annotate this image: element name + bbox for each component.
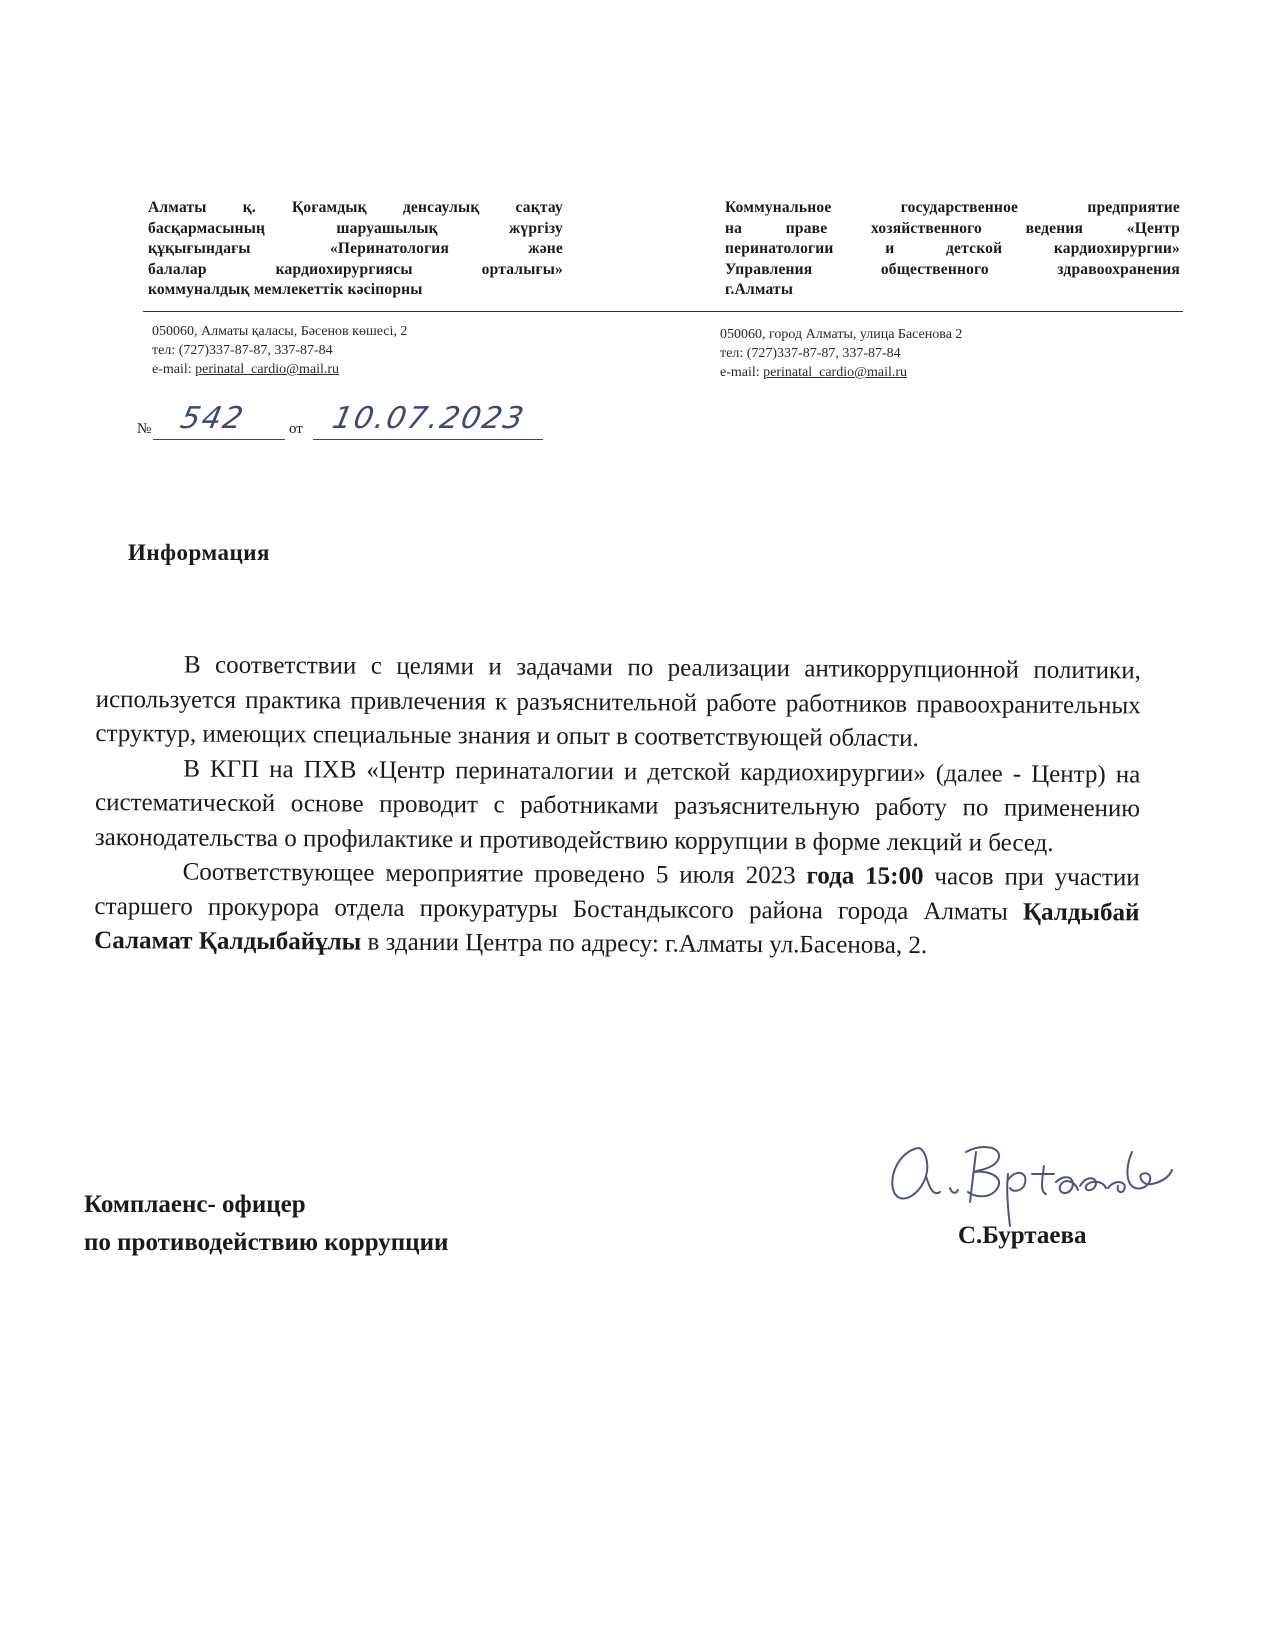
body-paragraph-3 — [94, 855, 1140, 965]
handwritten-date: 10.07.2023 — [329, 401, 529, 436]
letterhead-kazakh-line-4: балалар кардиохирургиясы орталығы» — [148, 260, 563, 278]
body-paragraph-1: В соответствии с целями и задачами по реализации антикоррупционной политики, используется практика привлечения к разъяснительной работе работников правоохранительных структур, имеющих специальные знания и опыт в соответствующей области. — [95, 651, 1141, 753]
letterhead-kazakh-line-5: коммуналдық мемлекеттік кәсіпорны — [148, 281, 423, 298]
letterhead-russian-line-4: Управления общественного здравоохранения — [725, 260, 1180, 278]
letterhead-divider — [143, 311, 1183, 312]
p3-part-3: в здании Центра по адресу: г.Алматы ул.Басенова, 2. — [361, 928, 928, 960]
document-title: Информация — [128, 540, 270, 565]
letterhead-russian-line-2: на праве хозяйственного ведения «Центр — [725, 219, 1180, 237]
date-underline — [313, 439, 543, 440]
letterhead-russian-line-1: Коммунальное государственное предприятие — [725, 199, 1180, 216]
address-russian — [720, 325, 962, 382]
address-russian-phone: тел: (727)337-87-87, 337-87-84 — [720, 346, 901, 361]
date-label: от — [289, 421, 303, 437]
email-link-kazakh[interactable]: perinatal_cardio@mail.ru — [195, 362, 340, 377]
email-label: e-mail: — [720, 365, 764, 380]
letterhead-kazakh-line-2: басқармасының шаруашылық жүргізу — [148, 219, 563, 237]
address-russian-street: 050060, город Алматы, улица Басенова 2 — [720, 327, 963, 342]
document-body — [94, 648, 1141, 965]
email-label: e-mail: — [152, 362, 196, 377]
letterhead-russian-line-3: перинатологии и детской кардиохирургии» — [725, 240, 1180, 257]
email-link-russian[interactable]: perinatal_cardio@mail.ru — [763, 365, 908, 380]
letterhead-kazakh — [148, 198, 563, 301]
p3-part-1: Соответствующее мероприятие проведено 5 июля 2023 — [182, 858, 807, 890]
handwritten-number: 542 — [177, 401, 248, 436]
p3-prosecutor-name: Қалдыбай Саламат Қалдыбайұлы — [94, 898, 1140, 956]
address-kazakh — [152, 322, 407, 379]
address-russian-email-row — [720, 363, 962, 382]
number-label: № — [137, 421, 152, 437]
signatory-role-line-1: Комплаенс- офицер — [84, 1191, 306, 1218]
letterhead-kazakh-line-3: құқығындағы «Перинатология және — [148, 240, 563, 257]
address-kazakh-street: 050060, Алматы қаласы, Бәсенов көшесі, 2 — [152, 324, 408, 339]
registration-line — [137, 401, 557, 444]
address-kazakh-email-row — [152, 360, 407, 379]
letterhead-russian — [725, 198, 1180, 301]
body-paragraph-2: В КГП на ПХВ «Центр перинаталогии и детской кардиохирургии» (далее - Центр) на систематической основе проводит с работниками разъяснительную работу по применению законодательства о профилактике и противодействию коррупции в форме лекций и бесед. — [94, 755, 1141, 857]
letterhead-kazakh-line-1: Алматы қ. Қоғамдық денсаулық сақтау — [148, 199, 563, 216]
signatory-role — [84, 1186, 448, 1262]
address-kazakh-phone: тел: (727)337-87-87, 337-87-84 — [152, 343, 333, 358]
number-underline — [153, 439, 285, 440]
letterhead-russian-line-5: г.Алматы — [725, 281, 794, 298]
p3-part-2: часов при участии старшего прокурора отдела прокуратуры Бостандыксого района города Алматы — [94, 863, 1140, 926]
signatory-role-line-2: по противодействию коррупции — [84, 1229, 449, 1256]
signatory-name: С.Буртаева — [958, 1222, 1087, 1249]
p3-event-time: года 15:00 — [806, 862, 924, 891]
